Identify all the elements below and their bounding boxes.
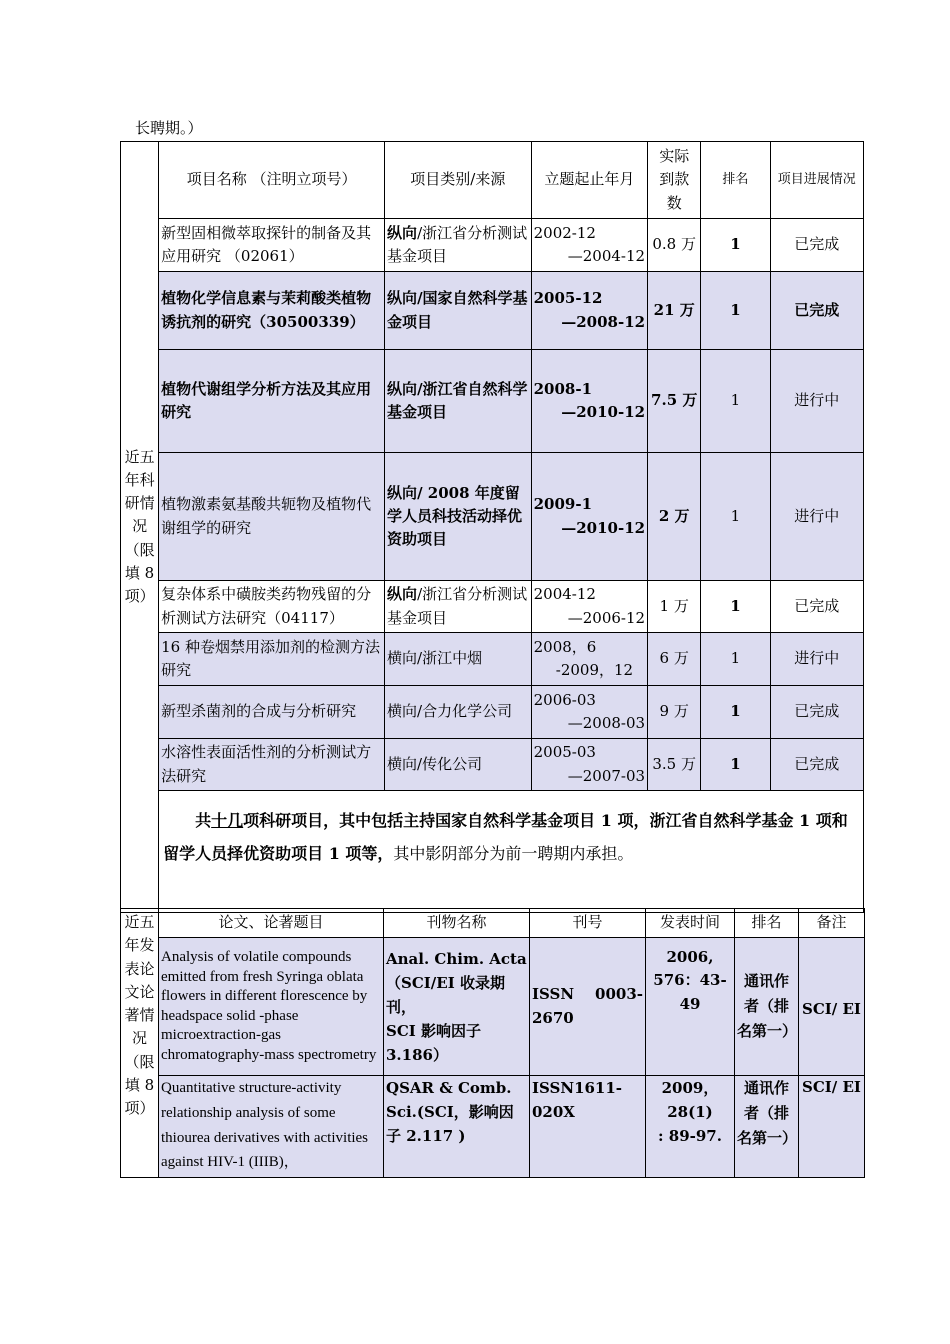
project-progress: 进行中 <box>770 350 863 453</box>
side-line: （限 <box>124 1052 155 1071</box>
publication-header-row <box>121 909 865 938</box>
project-funding: 0.8 万 <box>648 219 701 272</box>
side-line: 研情 <box>124 494 155 513</box>
project-type: 横向/传化公司 <box>385 739 532 791</box>
table-row <box>121 581 864 633</box>
publication-table <box>120 908 865 1178</box>
project-rank: 1 <box>701 453 770 581</box>
paper-note: SCI/ EI <box>799 938 865 1076</box>
project-funding: 2 万 <box>648 453 701 581</box>
side-line: 填 8 <box>124 563 155 582</box>
project-type: 纵向/浙江省自然科学基金项目 <box>385 350 532 453</box>
side-line: （限 <box>124 540 155 559</box>
table-row <box>121 938 865 1076</box>
project-type: 纵向/浙江省分析测试基金项目 <box>385 219 532 272</box>
paper-date: 2009，28(1) : 89-97. <box>646 1076 735 1178</box>
project-funding: 6 万 <box>648 633 701 686</box>
table-row <box>121 1076 865 1178</box>
side-line: 文论 <box>124 982 155 1001</box>
project-funding: 1 万 <box>648 581 701 633</box>
header-period: 立题起止年月 <box>531 142 647 219</box>
table-row <box>121 633 864 686</box>
header-funding: 实际到款数 <box>648 142 701 219</box>
project-rank: 1 <box>701 350 770 453</box>
side-line: 著情 <box>124 1006 155 1024</box>
paper-journal: QSAR & Comb. Sci.(SCI，影响因子 2.117 ) <box>384 1076 530 1178</box>
project-funding: 21 万 <box>648 272 701 350</box>
project-progress: 已完成 <box>770 219 863 272</box>
project-type: 横向/合力化学公司 <box>385 686 532 739</box>
header-rank: 排名 <box>701 142 770 219</box>
paper-title: Quantitative structure-activity relationship analysis of some thiourea derivatives with activities against HIV-1 (IIIB)， <box>159 1076 384 1178</box>
project-type: 纵向/ 2008 年度留学人员科技活动择优资助项目 <box>385 453 532 581</box>
research-header-row <box>121 142 864 219</box>
project-rank: 1 <box>701 219 770 272</box>
table-row <box>121 686 864 739</box>
header-title: 论文、论著题目 <box>159 909 384 938</box>
research-summary-row <box>121 791 864 913</box>
project-rank: 1 <box>701 581 770 633</box>
header-progress: 项目进展情况 <box>770 142 863 219</box>
project-period: 2004-12 —2006-12 <box>531 581 647 633</box>
project-period: 2005-03 —2007-03 <box>531 739 647 791</box>
project-name: 植物化学信息素与茉莉酸类植物诱抗剂的研究（30500339） <box>159 272 385 350</box>
project-period: 2006-03 —2008-03 <box>531 686 647 739</box>
header-note: 备注 <box>799 909 865 938</box>
paper-date: 2006, 576：43-49 <box>646 938 735 1076</box>
project-name: 植物代谢组学分析方法及其应用研究 <box>159 350 385 453</box>
project-period: 2002-12 —2004-12 <box>531 219 647 272</box>
research-summary: 共十几项科研项目，其中包括主持国家自然科学基金项目 1 项，浙江省自然科学基金 1 项和留学人员择优资助项目 1 项等，其中影阴部分为前一聘期内承担。 <box>159 791 864 913</box>
project-name: 复杂体系中磺胺类药物残留的分析测试方法研究（04117） <box>159 581 385 633</box>
project-progress: 进行中 <box>770 453 863 581</box>
top-note: 长聘期。） <box>135 119 203 137</box>
table-row <box>121 219 864 272</box>
header-journal: 刊物名称 <box>384 909 530 938</box>
project-type: 纵向/国家自然科学基金项目 <box>385 272 532 350</box>
side-line: 况 <box>132 517 148 536</box>
header-date: 发表时间 <box>646 909 735 938</box>
header-rank: 排名 <box>735 909 799 938</box>
project-name: 水溶性表面活性剂的分析测试方法研究 <box>159 739 385 791</box>
project-name: 16 种卷烟禁用添加剂的检测方法研究 <box>159 633 385 686</box>
project-name: 新型杀菌剂的合成与分析研究 <box>159 686 385 739</box>
project-progress: 已完成 <box>770 581 863 633</box>
paper-note: SCI/ EI <box>799 1076 865 1178</box>
project-progress: 已完成 <box>770 739 863 791</box>
header-project-type: 项目类别/来源 <box>385 142 532 219</box>
project-progress: 已完成 <box>770 272 863 350</box>
side-line: 项） <box>124 587 155 606</box>
project-rank: 1 <box>701 633 770 686</box>
side-line: 近五 <box>124 913 155 931</box>
table-row <box>121 350 864 453</box>
paper-title: Analysis of volatile compounds emitted from fresh Syringa oblata flowers in different florescence by headspace solid -phase microextraction-gas chromatography-mass spectrometry <box>159 938 384 1076</box>
paper-issn: ISSN 0003-2670 <box>530 938 646 1076</box>
project-period: 2009-1 —2010-12 <box>531 453 647 581</box>
research-side-label <box>121 142 159 913</box>
table-row <box>121 453 864 581</box>
side-line: 填 8 <box>124 1075 155 1094</box>
project-progress: 进行中 <box>770 633 863 686</box>
project-rank: 1 <box>701 686 770 739</box>
project-rank: 1 <box>701 739 770 791</box>
project-name: 植物激素氨基酸共轭物及植物代谢组学的研究 <box>159 453 385 581</box>
paper-rank: 通讯作者（排名第一） <box>735 1076 799 1178</box>
project-rank: 1 <box>701 272 770 350</box>
side-line: 况 <box>131 1029 147 1048</box>
side-line: 表论 <box>124 959 155 978</box>
project-period: 2005-12 —2008-12 <box>531 272 647 350</box>
table-row <box>121 272 864 350</box>
side-line: 年科 <box>124 470 155 489</box>
side-line: 近五 <box>124 447 155 466</box>
side-line: 年发 <box>124 936 155 955</box>
publication-side-label <box>121 909 159 1178</box>
project-period: 2008-1 —2010-12 <box>531 350 647 453</box>
project-funding: 9 万 <box>648 686 701 739</box>
project-period: 2008，6 -2009，12 <box>531 633 647 686</box>
project-type: 纵向/浙江省分析测试基金项目 <box>385 581 532 633</box>
paper-rank: 通讯作者（排名第一） <box>735 938 799 1076</box>
paper-journal: Anal. Chim. Acta（SCI/EI 收录期刊， SCI 影响因子 3.186） <box>384 938 530 1076</box>
research-table <box>120 141 864 913</box>
header-issn: 刊号 <box>530 909 646 938</box>
project-funding: 3.5 万 <box>648 739 701 791</box>
project-name: 新型固相微萃取探针的制备及其应用研究 （02061） <box>159 219 385 272</box>
paper-issn: ISSN1611-020X <box>530 1076 646 1178</box>
table-row <box>121 739 864 791</box>
project-progress: 已完成 <box>770 686 863 739</box>
side-line: 项） <box>124 1099 155 1117</box>
project-funding: 7.5 万 <box>648 350 701 453</box>
project-type: 横向/浙江中烟 <box>385 633 532 686</box>
header-project-name: 项目名称 （注明立项号） <box>159 142 385 219</box>
